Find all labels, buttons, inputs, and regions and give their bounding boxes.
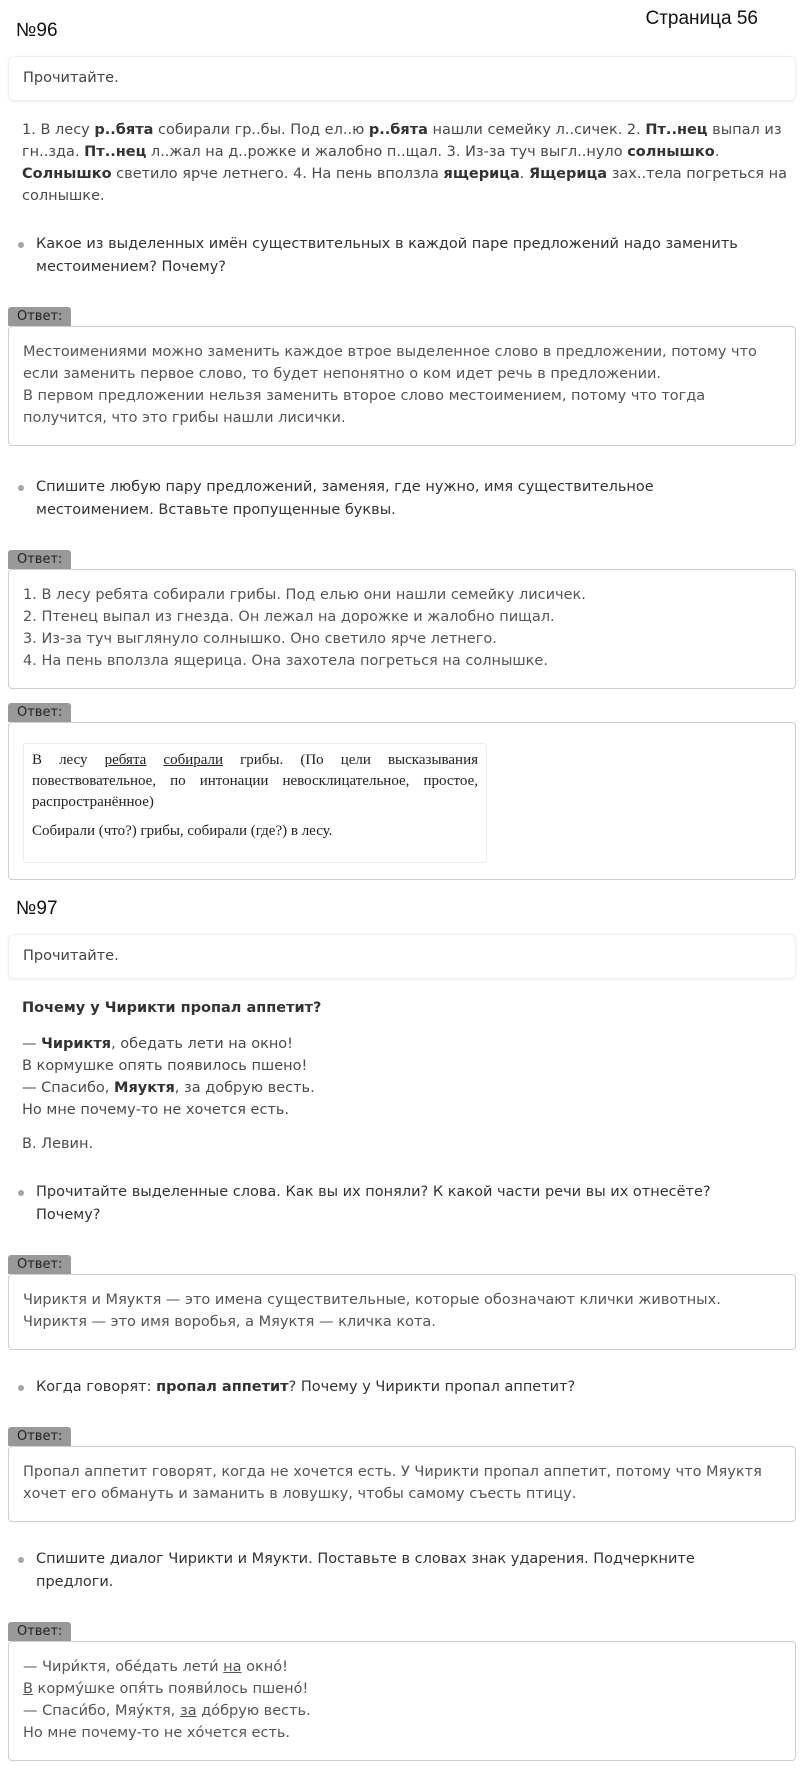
- task-number: №97: [16, 898, 58, 919]
- underlined-text: на: [223, 1659, 242, 1675]
- poem-title: Почему у Чирикти пропал аппетит?: [22, 1000, 322, 1016]
- poem-line: — Спасибо, Мяуктя, за добрую весть.: [22, 1080, 315, 1096]
- underlined-text: В: [23, 1681, 33, 1697]
- bold-text: Солнышко: [22, 166, 112, 182]
- question-bullet: Прочитайте выделенные слова. Как вы их поняли? К какой части речи вы их отнесёте? Почему?: [18, 1181, 774, 1227]
- instruction-box: Прочитайте.: [8, 56, 796, 101]
- answer-label: Ответ:: [8, 550, 71, 569]
- answer-image-card: [23, 743, 487, 863]
- answer-line: 1. В лесу ребята собирали грибы. Под елью они нашли семейку лисичек.: [23, 587, 586, 603]
- answer-line: В корму́шке опя́ть появи́лось пшено́!: [23, 1681, 309, 1697]
- answer-box: [8, 326, 796, 446]
- answer-label: Ответ:: [8, 1255, 71, 1274]
- answer-line: 3. Из-за туч выглянуло солнышко. Оно светило ярче летнего.: [23, 631, 497, 647]
- bold-text: Пт..нец: [84, 144, 147, 160]
- answer-line: Но мне почему-то не хо́чется есть.: [23, 1725, 291, 1741]
- bold-text: р..бята: [94, 122, 154, 138]
- bold-text: пропал аппетит: [156, 1379, 289, 1395]
- poem-line: В кормушке опять появилось пшено!: [22, 1058, 308, 1074]
- bold-text: Ящерица: [528, 166, 608, 182]
- answer-label: Ответ:: [8, 1622, 71, 1641]
- question-bullet: Когда говорят: пропал аппетит? Почему у Чирикти пропал аппетит?: [18, 1376, 774, 1399]
- bold-text: солнышко: [627, 144, 715, 160]
- exercise-paragraph: 1. В лесу р..бята собирали гр..бы. Под ел..ю р..бята нашли семейку л..сичек. 2. Пт..нец выпал из гн..зда. Пт..нец л..жал на д..рожке и жалобно п..щал. 3. Из-за туч выгл..нуло солнышко. Солнышко светило ярче летнего. 4. На пень вползла ящерица. Ящерица зах..тела погреться на солнышке.: [22, 122, 787, 204]
- bold-text: р..бята: [368, 122, 428, 138]
- answer-line: 4. На пень вползла ящерица. Она захотела погреться на солнышке.: [23, 653, 548, 669]
- answer-label: Ответ:: [8, 307, 71, 326]
- answer-line: — Спаси́бо, Мяу́ктя, за до́брую весть.: [23, 1703, 311, 1719]
- question-bullet: Какое из выделенных имён существительных в каждой паре предложений надо заменить местоимением? Почему?: [18, 233, 774, 279]
- answer-line: Местоимениями можно заменить каждое втрое выделенное слово в предложении, потому что если заменить первое слово, то будет непонятно о ком идет речь в предложении.: [23, 344, 757, 382]
- page-number: Страница 56: [645, 8, 758, 29]
- answer-box: [8, 569, 796, 689]
- underlined-text: ребята: [104, 752, 147, 768]
- answer-label: Ответ:: [8, 1427, 71, 1446]
- answer-line: В первом предложении нельзя заменить второе слово местоимением, потому что тогда получится, что это грибы нашли лисички.: [23, 388, 706, 426]
- bold-text: Пт..нец: [645, 122, 708, 138]
- bold-text: ящерица: [443, 166, 520, 182]
- answer-line: 2. Птенец выпал из гнезда. Он лежал на дорожке и жалобно пищал.: [23, 609, 555, 625]
- answer-box: Чириктя и Мяуктя — это имена существительные, которые обозначают клички животных. Чириктя — это имя воробья, а Мяуктя — кличка кота.: [8, 1274, 796, 1350]
- answer-box: Пропал аппетит говорят, когда не хочется есть. У Чирикти пропал аппетит, потому что Мяуктя хочет его обмануть и заманить в ловушку, чтобы самому съесть птицу.: [8, 1446, 796, 1522]
- answer-image-paragraph: В лесу ребята собирали грибы. (По цели высказывания повествовательное, по интонации невосклицательное, простое, распространённое): [32, 752, 479, 810]
- instruction-box: Прочитайте.: [8, 934, 796, 979]
- answer-box: [8, 722, 796, 880]
- task-96: [0, 0, 804, 880]
- poem-author: В. Левин.: [22, 1136, 94, 1152]
- poem-line: — Чириктя, обедать лети на окно!: [22, 1036, 293, 1052]
- underlined-text: за: [180, 1703, 197, 1719]
- answer-box: [8, 1641, 796, 1761]
- underlined-text: собирали: [163, 752, 224, 768]
- task-97: [0, 880, 804, 1761]
- poem-line: Но мне почему-то не хочется есть.: [22, 1102, 290, 1118]
- bold-text: Мяуктя: [114, 1080, 175, 1096]
- answer-line: — Чири́ктя, обе́дать лети́ на окно́!: [23, 1659, 288, 1675]
- poem: [22, 997, 794, 1155]
- task-number: №96: [16, 20, 58, 41]
- question-bullet: Спишите любую пару предложений, заменяя, где нужно, имя существительное местоимением. Вставьте пропущенные буквы.: [18, 476, 774, 522]
- exercise-text: [22, 119, 794, 207]
- bold-text: Чириктя: [41, 1036, 112, 1052]
- question-bullet: Спишите диалог Чирикти и Мяукти. Поставьте в словах знак ударения. Подчеркните предлоги.: [18, 1548, 774, 1594]
- answer-label: Ответ:: [8, 703, 71, 722]
- answer-image-paragraph: Собирали (что?) грибы, собирали (где?) в лесу.: [32, 823, 333, 839]
